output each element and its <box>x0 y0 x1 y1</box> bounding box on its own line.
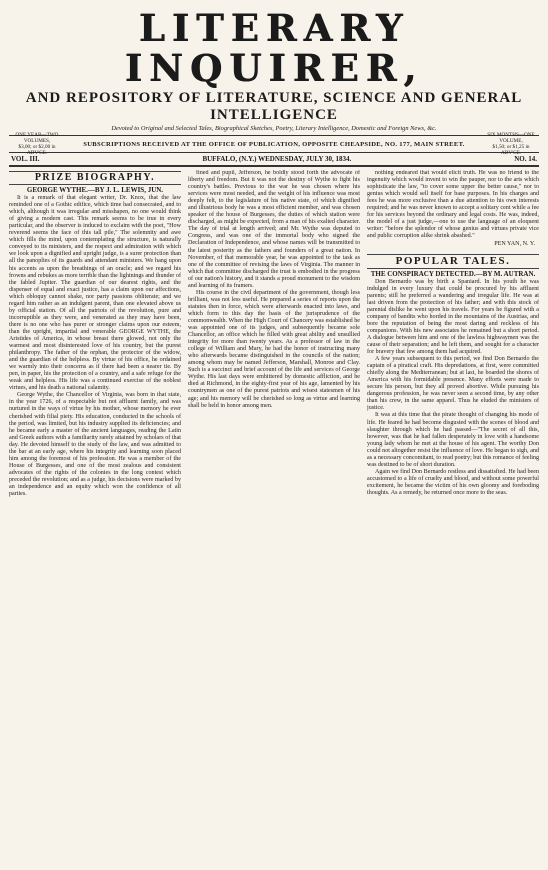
paragraph: Don Bernardo was by birth a Spaniard. In his youth he was indulged in every luxury that could be procured by his affluent parents; still he preferred a wandering and irregular life. He was at last driven from the protection of his father; and with this stock of parental dislike he went upon his travels. For years he figured with a company of bandits who horded in the mountains of the Austrias, and bore the reputation of being the most daring and reckless of his companions. With his new associates he remained but a short period. A dialogue between him and one of the lawless highwaymen was the cause of their separation; and he left them, and sought for a character for bravery that few among them had acquired. <box>367 278 539 356</box>
volume-label: VOL. III. <box>11 155 40 163</box>
dateline <box>9 153 539 167</box>
issue-number: NO. 14. <box>514 155 537 163</box>
section-prize-biography: PRIZE BIOGRAPHY. <box>9 171 181 185</box>
terms-center: SUBSCRIPTIONS RECEIVED AT THE OFFICE OF PUBLICATION, OPPOSITE CHEAPSIDE, NO. 177, MAIN STREET. <box>83 140 465 148</box>
column-2 <box>188 170 360 870</box>
paragraph: It was at this time that the pirate thought of changing his mode of life. He feared he had become disgusted with the scenes of blood and slaughter through which he had passed—"The secret of all this, however, was that he had fallen desperately in love with a handsome young lady whom he met at the house of his agent. The worthy Don could not altogether resist the influence of love. He began to sigh, and as a necessary concomitant, to read poetry; but this romance of feeling was destined to be of short duration. <box>367 412 539 468</box>
paragraph: It is a remark of that elegant writer, Dr. Knox, that the law reminded one of a Gothic edifice, which time had consecrated, and to which, although it was irregular and misshapen, no one would think of giving a modern cast. This remark seems to be true in every particular, and the observer is induced to exclaim with the poet, "How reverend seems the face of this tall pile," The solemnity and awe which fills the mind, upon contemplating the structure, is naturally conveyed to its ministers, and the respect and admiration with which we look upon a dignified and upright judge, is a surer protection than all the panoplies of its guards and attendant ministers. We hang upon his accents as upon the breathings of an oracle; and we regard his frowns and rebukes as more terrible than the lightnings and thunder of the fabled Jupiter. The guardian of our dearest rights, and the dispenser of equal and exact justice, has a claim upon our affections, which obloquy cannot shake, nor party passions obliterate; and we regard him rather as an indulgent parent, than one elevated above us by official station. Of all the patriots of the revolution, pure and incorruptible as they were, and venerated as they may have been, there is no one who has purer or stronger claims upon our esteem, than the upright, impartial and venerable GEORGE WYTHE, the Aristides of America, in whose breast there glowed, not only the warmest and most disinterested love of his country, but the purest philanthropy. The father of the orphan, the protector of the widow, and the guardian of the helpless. By virtue of his office, he ordained we warmly into their concerns as if there had been a nearer tie. By pen, in paper, his the protection of a country, and a safe refuge for the weak and helpless. His life was a continued exercise of the noblest virtues, and his death a national calamity. <box>9 195 181 392</box>
column-1 <box>9 170 181 870</box>
terms-right: SIX MONTHS—ONE VOLUME, $1,50; or $1,25 in ADV'CE. <box>487 132 535 156</box>
place-date: BUFFALO, (N.Y.) WEDNESDAY, JULY 30, 1834. <box>202 155 352 163</box>
tale-heading: THE CONSPIRACY DETECTED.—BY M. AUTRAN. <box>370 269 536 278</box>
section-popular-tales: POPULAR TALES. <box>367 254 539 269</box>
paragraph: His course in the civil department of the government, though less brilliant, was not less useful. He prepared a series of reports upon the statutes then in force, which were afterwards enacted into laws, and which form to this day the basis of the jurisprudence of the commonwealth. When the High Court of Chancery was established he was appointed one of its judges, and subsequently became sole Chancellor, an office which he filled with great ability and unsullied integrity for more than twenty years. As a professor of law in the college of William and Mary, he had the honor of instructing many who afterwards became distinguished in the councils of the nation; among whom may be named Jefferson, Marshall, Monroe and Clay. Such is a succinct and brief account of the life and services of George Wythe. His last days were embittered by domestic affliction, and he died at Richmond, in the eighty-first year of his age, lamented by his countrymen as one of the purest patriots and wisest statesmen of his age; and his memory will be cherished so long as virtue and learning shall be held in honor among men. <box>188 289 360 409</box>
masthead-subtitle: AND REPOSITORY OF LITERATURE, SCIENCE AND GENERAL INTELLIGENCE <box>25 90 523 123</box>
paragraph: George Wythe, the Chancellor of Virginia, was born in that state, in the year 1726, of a respectable but not affluent family, and was nurtured in the ways of virtue by his mother, whose memory he ever cherished with filial piety. His education, conducted in the schools of the period, was limited, but his industry supplied its deficiencies; and he became early a master of the ancient languages, reading the Latin and Greek authors with a familiarity rarely attained by scholars of that day. He devoted himself to the study of the law, and was admitted to the bar at an early age, where his integrity and learning soon placed him among the foremost of his profession. He was a member of the House of Burgesses, and one of the most zealous and consistent advocates of the rights of the colonies in the long contest which preceded the revolution; and as a judge, his decisions were marked by an independence and an equity which won the confidence of all parties. <box>9 392 181 498</box>
masthead-title: LITERARY INQUIRER, <box>124 6 424 90</box>
terms-left: ONE YEAR—TWO VOLUMES, $3,00; or $2,00 in ADV'CE. <box>15 132 59 156</box>
paragraph: A few years subsequent to this period, we find Don Bernardo the captain of a piratical craft. His depredations, at first, were committed chiefly along the Mediterranean; but at last, he boarded the shores of America with his formidable presence. Many efforts were made to secure his person, but they all proved abortive. While pursuing his dangerous profession, he was never seen a second time, by any other than his crew, in the same apparel. Thus he eluded the ministers of justice. <box>367 356 539 412</box>
masthead-devoted-line: Devoted to Original and Selected Tales, Biographical Sketches, Poetry, Literary Intelligence, Domestic and Foreign News, &c. <box>111 125 437 132</box>
signature: PEN YAN, N. Y. <box>494 241 535 248</box>
paragraph: nothing endeared that would elicit truth. He was no friend to the ingenuity which would invent to win the pauper, nor to the arts which sophisticate the law, "to cover some upper the better cause," nor to genius which would sell itself for base purposes. In his charges and fees he was more exclusive than a due attention to his own interests required; and he was never known to accept a solitary cent while a fee for his services beyond the ordinary and legal costs. He was, indeed, the model of a just judge,—one to use the language of an eloquent writer: "before the splendor of whose genius and virtues private vice and public corruption alike shrink abashed." <box>367 170 539 240</box>
article-columns <box>9 170 539 870</box>
paragraph: Again we find Don Bernardo restless and dissatisfied. He had been accustomed to a life of cruelty and blood, and without some powerful excitement, he became the victim of his own gloomy and foreboding thoughts. As a remedy, he returned once more to the seas. <box>367 468 539 496</box>
column-3 <box>367 170 539 870</box>
article-heading: GEORGE WYTHE.—BY J. L. LEWIS, JUN. <box>26 186 164 194</box>
subscription-bar <box>9 132 539 156</box>
paragraph: fined and pupil, Jefferson, he boldly stood forth the advocate of liberty and freedom. But it was not the destiny of Wythe to fight his country's battles. Previous to the war he was chosen where his services were most needed, and the weight of his influence was most deeply felt, to the legislature of his native state, of which dignified and illustrious body he was a most efficient member, and was chosen speaker of the house of Burgesses, the duties of which station were discharged, as might be expected, from a man of his exalted character. The day of trial at length arrived; and Mr. Wythe was deputed to Congress, and was one of the immortal body who signed the Declaration of Independence, and whose names will be transmitted to the latest posterity as the fathers and founders of a great nation. In November, of that memorable year, he was appointed to the task as one of the committee of revising the laws of Virginia. The manner in which that committee discharged the trust is embodied in the progress of our nation's history, and it stands a proud monument to the wisdom and learning of its framers. <box>188 170 360 289</box>
